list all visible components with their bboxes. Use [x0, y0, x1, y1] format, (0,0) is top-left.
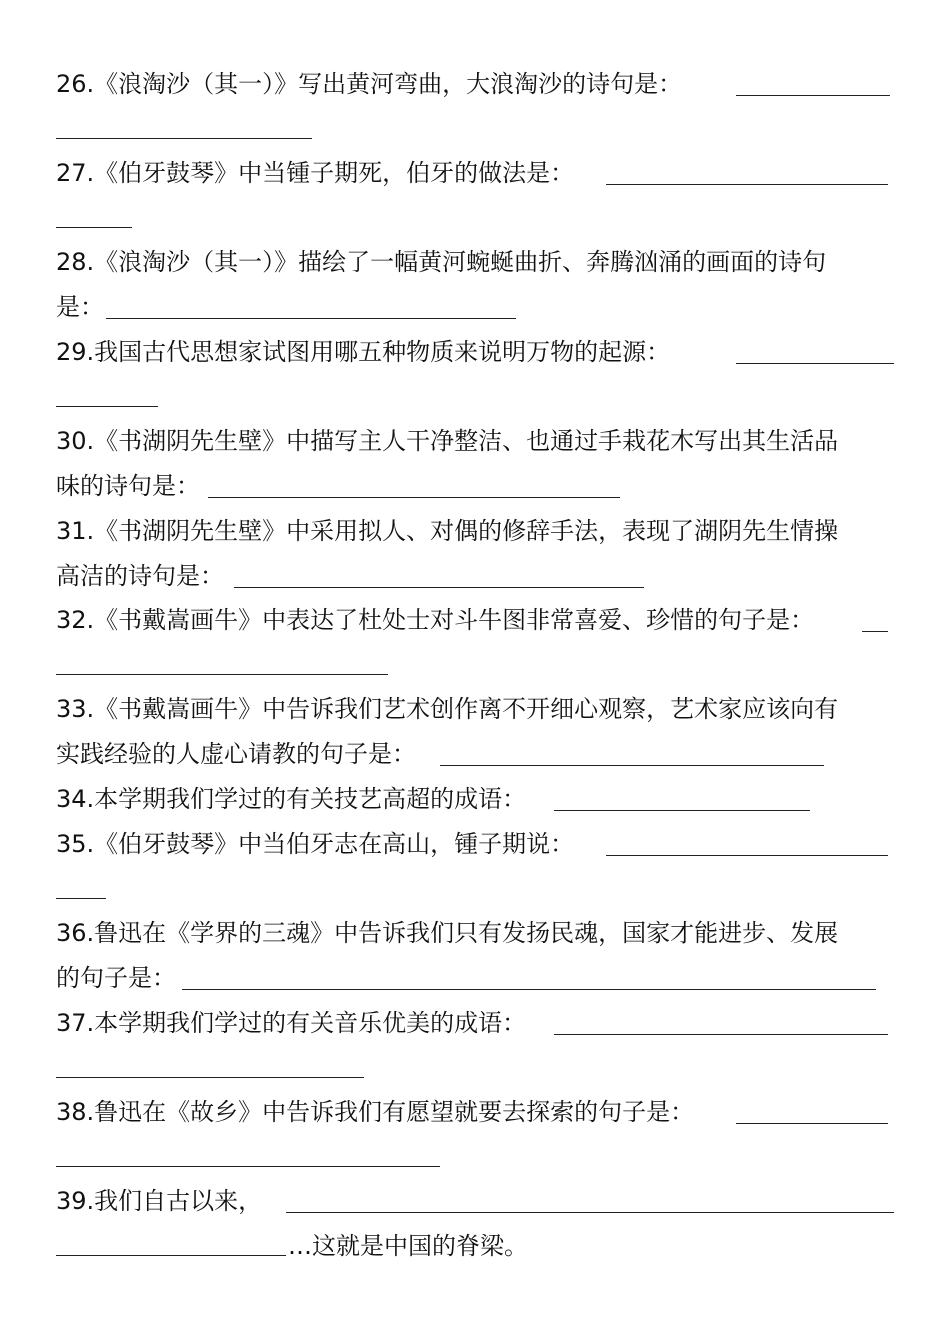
question-30-text-line2: 味的诗句是：	[56, 472, 200, 500]
answer-blank-35a[interactable]	[606, 855, 888, 856]
question-36-text-line1: 36.鲁迅在《学界的三魂》中告诉我们只有发扬民魂，国家才能进步、发展	[56, 919, 839, 947]
question-31-text-line1: 31.《书湖阴先生壁》中采用拟人、对偶的修辞手法，表现了湖阴先生情操	[56, 517, 839, 545]
answer-blank-29a[interactable]	[736, 363, 894, 364]
answer-blank-34[interactable]	[554, 810, 810, 811]
question-33-text-line1: 33.《书戴嵩画牛》中告诉我们艺术创作离不开细心观察，艺术家应该向有	[56, 695, 839, 723]
answer-blank-29b[interactable]	[56, 406, 158, 407]
question-29-text: 29.我国古代思想家试图用哪五种物质来说明万物的起源：	[56, 338, 671, 366]
question-31-text-line2: 高洁的诗句是：	[56, 562, 224, 590]
question-28-text-line1: 28.《浪淘沙（其一）》描绘了一幅黄河蜿蜒曲折、奔腾汹涌的画面的诗句	[56, 248, 827, 276]
question-38-text: 38.鲁迅在《故乡》中告诉我们有愿望就要去探索的句子是：	[56, 1098, 695, 1126]
answer-blank-31[interactable]	[234, 587, 644, 588]
answer-blank-27b[interactable]	[56, 227, 132, 228]
question-33-text-line2: 实践经验的人虚心请教的句子是：	[56, 740, 416, 768]
answer-blank-36[interactable]	[182, 989, 876, 990]
answer-blank-37a[interactable]	[554, 1034, 888, 1035]
answer-blank-38a[interactable]	[736, 1123, 888, 1124]
answer-blank-26b[interactable]	[56, 138, 312, 139]
answer-blank-39a[interactable]	[286, 1212, 894, 1213]
question-39-text: 39.我们自古以来，	[56, 1187, 263, 1215]
answer-blank-35b[interactable]	[56, 898, 106, 899]
answer-blank-37b[interactable]	[56, 1077, 364, 1078]
question-37-text: 37.本学期我们学过的有关音乐优美的成语：	[56, 1009, 527, 1037]
question-34-text: 34.本学期我们学过的有关技艺高超的成语：	[56, 785, 527, 813]
question-35-text: 35.《伯牙鼓琴》中当伯牙志在高山，锺子期说：	[56, 830, 575, 858]
question-27-text: 27.《伯牙鼓琴》中当锺子期死，伯牙的做法是：	[56, 159, 575, 187]
answer-blank-38b[interactable]	[56, 1166, 440, 1167]
answer-blank-26a[interactable]	[736, 95, 890, 96]
question-32-text: 32.《书戴嵩画牛》中表达了杜处士对斗牛图非常喜爱、珍惜的句子是：	[56, 606, 815, 634]
answer-blank-32a[interactable]	[862, 631, 888, 632]
question-30-text-line1: 30.《书湖阴先生壁》中描写主人干净整洁、也通过手栽花木写出其生活品	[56, 427, 839, 455]
answer-blank-28[interactable]	[106, 318, 516, 319]
answer-blank-32b[interactable]	[56, 674, 388, 675]
answer-blank-30[interactable]	[208, 497, 620, 498]
answer-blank-27a[interactable]	[606, 184, 888, 185]
question-28-text-line2: 是：	[56, 293, 104, 321]
answer-blank-39b[interactable]	[56, 1255, 286, 1256]
question-26-text: 26.《浪淘沙（其一）》写出黄河弯曲，大浪淘沙的诗句是：	[56, 70, 683, 98]
question-36-text-line2: 的句子是：	[56, 964, 176, 992]
answer-blank-33[interactable]	[440, 765, 824, 766]
question-39-tail: …这就是中国的脊梁。	[288, 1232, 528, 1260]
